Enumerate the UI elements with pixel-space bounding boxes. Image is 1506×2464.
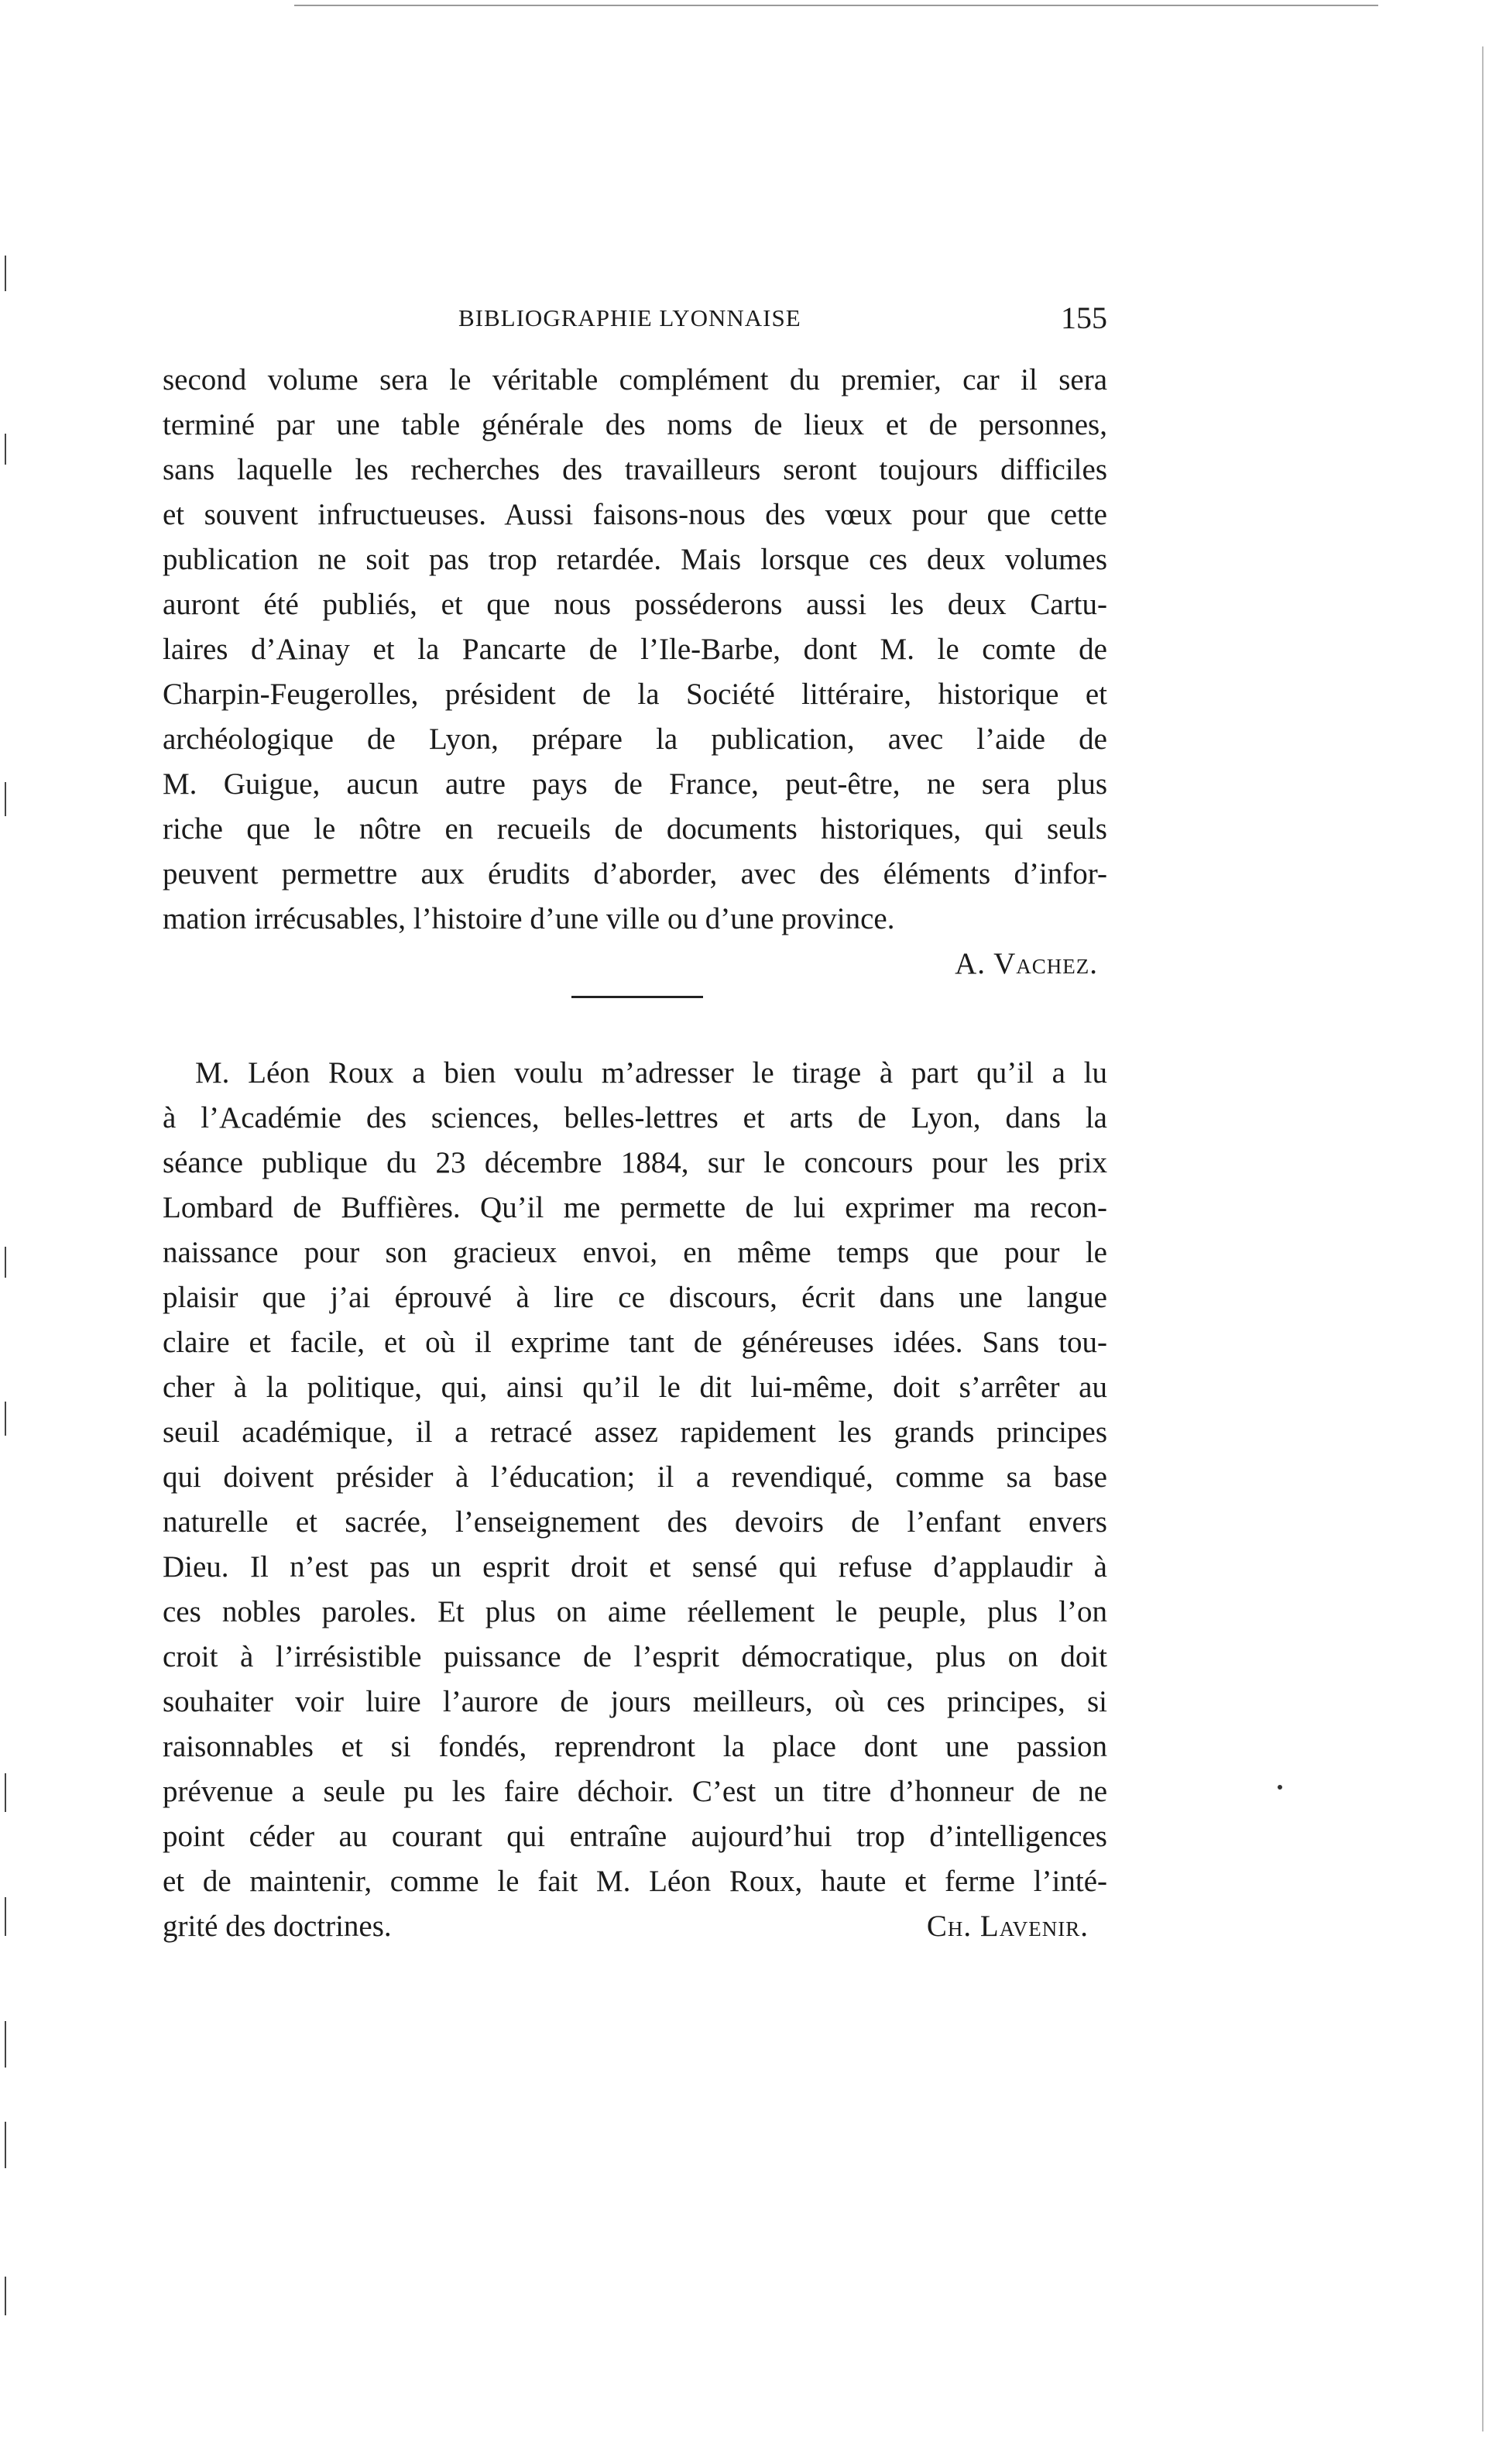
text-line: plaisir que j’ai éprouvé à lire ce discours, écrit dans une langue bbox=[163, 1281, 1107, 1314]
running-head: BIBLIOGRAPHIE LYONNAISE bbox=[458, 304, 801, 331]
text-line: seuil académique, il a retracé assez rapidement les grands principes bbox=[163, 1416, 1107, 1449]
text-line: claire et facile, et où il exprime tant de généreuses idées. Sans tou- bbox=[163, 1326, 1107, 1359]
page-header bbox=[163, 299, 1107, 338]
text-line: M. Léon Roux a bien voulu m’adresser le tirage à part qu’il a lu bbox=[195, 1056, 1107, 1090]
scan-edge-right bbox=[1482, 46, 1484, 2431]
text-line: Dieu. Il n’est pas un esprit droit et sensé qui refuse d’applaudir à bbox=[163, 1550, 1107, 1584]
scan-edge-top bbox=[294, 5, 1378, 6]
text-line: publication ne soit pas trop retardée. Mais lorsque ces deux volumes bbox=[163, 543, 1107, 576]
text-line: point céder au courant qui entraîne aujourd’hui trop d’intelligences bbox=[163, 1820, 1107, 1853]
text-line: riche que le nôtre en recueils de documents historiques, qui seuls bbox=[163, 812, 1107, 846]
text-line: sans laquelle les recherches des travailleurs seront toujours difficiles bbox=[163, 453, 1107, 486]
scan-mark bbox=[5, 1402, 6, 1436]
article-1 bbox=[163, 358, 1107, 998]
text-line: terminé par une table générale des noms de lieux et de personnes, bbox=[163, 408, 1107, 441]
scan-mark bbox=[5, 1247, 6, 1278]
text-line: laires d’Ainay et la Pancarte de l’Ile-Barbe, dont M. le comte de bbox=[163, 633, 1107, 666]
text-line: M. Guigue, aucun autre pays de France, peut-être, ne sera plus bbox=[163, 767, 1107, 801]
page-body bbox=[163, 358, 1107, 1949]
text-line: ces nobles paroles. Et plus on aime réellement le peuple, plus l’on bbox=[163, 1595, 1107, 1628]
text-line: archéologique de Lyon, prépare la publication, avec l’aide de bbox=[163, 722, 1107, 756]
text-line: second volume sera le véritable complément du premier, car il sera bbox=[163, 363, 1107, 396]
text-line: prévenue a seule pu les faire déchoir. C’est un titre d’honneur de ne bbox=[163, 1775, 1107, 1808]
text-line: à l’Académie des sciences, belles-lettres et arts de Lyon, dans la bbox=[163, 1101, 1107, 1134]
text-line: souhaiter voir luire l’aurore de jours meilleurs, où ces principes, si bbox=[163, 1685, 1107, 1718]
text-line: naturelle et sacrée, l’enseignement des devoirs de l’enfant envers bbox=[163, 1505, 1107, 1539]
scan-mark bbox=[5, 782, 6, 816]
author-signature: Ch. Lavenir. bbox=[926, 1910, 1089, 1943]
article-2 bbox=[163, 1051, 1107, 1949]
text-line: et souvent infructueuses. Aussi faisons-nous des vœux pour que cette bbox=[163, 498, 1107, 531]
author-signature: A. Vachez. bbox=[955, 947, 1098, 980]
text-line: grité des doctrines. bbox=[163, 1910, 392, 1943]
text-line: Charpin-Feugerolles, président de la Société littéraire, historique et bbox=[163, 678, 1107, 711]
scan-mark bbox=[5, 2021, 6, 2068]
text-line: qui doivent présider à l’éducation; il a revendiqué, comme sa base bbox=[163, 1460, 1107, 1494]
scan-mark bbox=[5, 434, 6, 465]
scan-mark bbox=[5, 256, 6, 291]
text-line: naissance pour son gracieux envoi, en même temps que pour le bbox=[163, 1236, 1107, 1269]
text-line: peuvent permettre aux érudits d’aborder, avec des éléments d’infor- bbox=[163, 857, 1107, 891]
scan-mark bbox=[5, 2122, 6, 2168]
text-line: mation irrécusables, l’histoire d’une ville ou d’une province. bbox=[163, 902, 895, 935]
text-line: et de maintenir, comme le fait M. Léon Roux, haute et ferme l’inté- bbox=[163, 1865, 1107, 1898]
final-line bbox=[163, 1904, 1107, 1949]
section-gap bbox=[163, 998, 1107, 1051]
page-number: 155 bbox=[1061, 300, 1107, 335]
scan-mark bbox=[5, 2277, 6, 2315]
text-line: auront été publiés, et que nous posséderons aussi les deux Cartu- bbox=[163, 588, 1107, 621]
text-line: raisonnables et si fondés, reprendront la place dont une passion bbox=[163, 1730, 1107, 1763]
scan-mark bbox=[5, 1897, 6, 1936]
text-line: séance publique du 23 décembre 1884, sur le concours pour les prix bbox=[163, 1146, 1107, 1179]
scan-mark bbox=[5, 1773, 6, 1812]
scan-speck bbox=[1278, 1785, 1282, 1790]
text-line: cher à la politique, qui, ainsi qu’il le dit lui-même, doit s’arrêter au bbox=[163, 1371, 1107, 1404]
text-line: Lombard de Buffières. Qu’il me permette de lui exprimer ma recon- bbox=[163, 1191, 1107, 1224]
text-line: croit à l’irrésistible puissance de l’esprit démocratique, plus on doit bbox=[163, 1640, 1107, 1673]
